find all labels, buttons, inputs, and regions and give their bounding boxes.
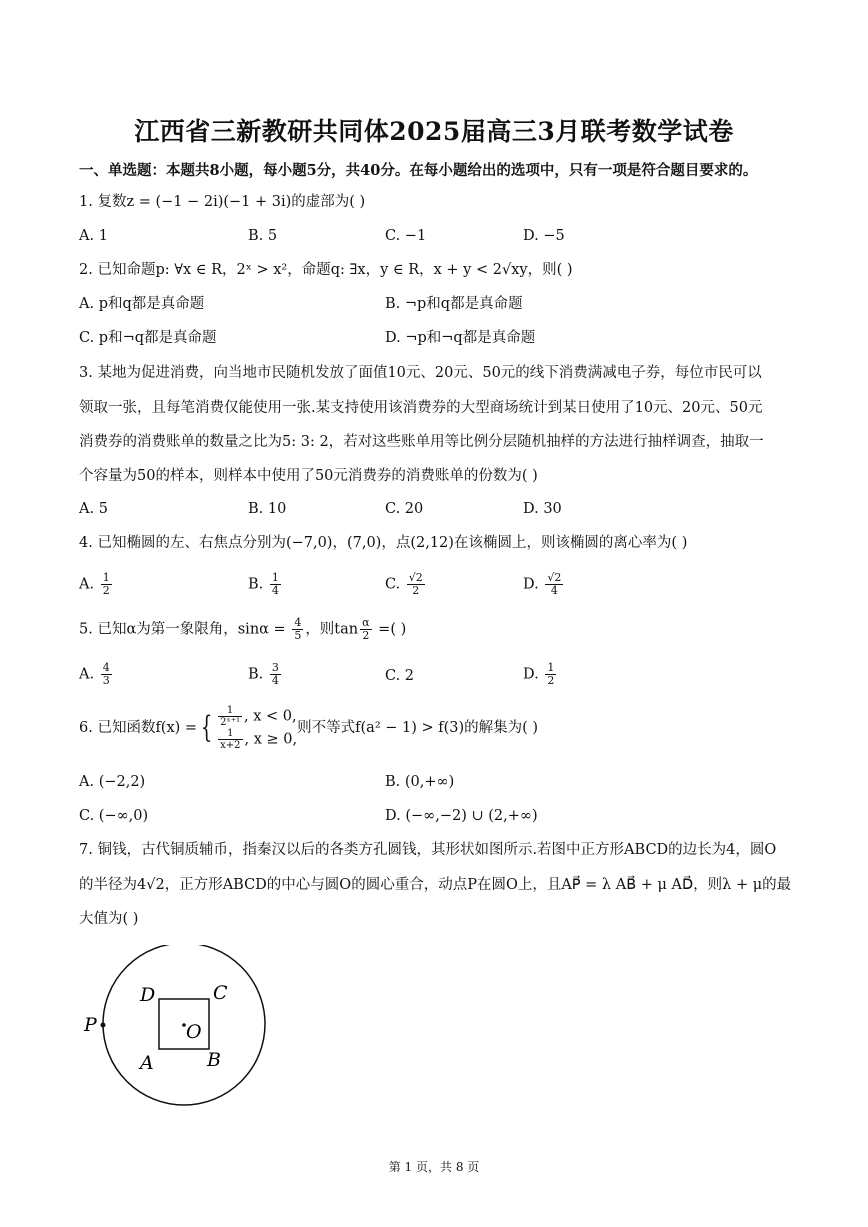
question-7-line-2: 的半径为4√2，正方形ABCD的中心与圆O的圆心重合，动点P在圆O上，且AP⃗ = λ AB⃗ + μ AD⃗，则λ + μ的最 (79, 877, 792, 893)
fraction (270, 662, 281, 687)
numerator: √2 (547, 571, 562, 584)
fraction (101, 662, 112, 687)
q1-option-c: C. −1 (385, 228, 427, 244)
label-b: B (207, 1049, 221, 1071)
q6-prefix: 6. 已知函数f(x) = (79, 720, 198, 736)
exam-title: 江西省三新教研共同体2025届高三3月联考数学试卷 (134, 117, 734, 146)
brace-symbol: { (200, 710, 213, 745)
coin-figure (80, 945, 280, 1115)
q2-option-a: A. p和q都是真命题 (79, 296, 205, 312)
question-5 (79, 617, 406, 642)
numerator: 1 (218, 705, 242, 717)
question-7-line-1: 7. 铜钱，古代铜质辅币，指秦汉以后的各类方孔圆钱，其形状如图所示.若图中正方形ABCD的边长为4，圆O (79, 842, 777, 858)
question-1: 1. 复数z = (−1 − 2i)(−1 + 3i)的虚部为( ) (79, 194, 366, 210)
page-footer: 第 1 页，共 8 页 (388, 1160, 480, 1174)
q3-option-d: D. 30 (523, 501, 562, 517)
label-a: A (140, 1052, 154, 1074)
fraction (407, 572, 425, 597)
option-label: C. (385, 576, 401, 593)
numerator: √2 (408, 571, 423, 584)
option-value: 2 (404, 668, 415, 684)
q3-option-b: B. 10 (248, 501, 287, 517)
option-label: B. (248, 666, 264, 683)
option-label: A. (79, 666, 95, 683)
denominator: 4 (550, 584, 558, 597)
question-3-line-1: 3. 某地为促进消费，向当地市民随机发放了面值10元、20元、50元的线下消费满减电子券，每位市民可以 (79, 365, 762, 381)
q2-option-c: C. p和¬q都是真命题 (79, 330, 217, 346)
q2-option-b: B. ¬p和q都是真命题 (385, 296, 523, 312)
question-7-line-3: 大值为( ) (79, 911, 139, 927)
numerator: 4 (102, 661, 110, 674)
q3-option-a: A. 5 (79, 501, 108, 517)
fraction (545, 572, 563, 597)
case-2 (216, 728, 297, 751)
denominator: 2ˣ⁺¹ (220, 717, 241, 728)
q6-suffix: 则不等式f(a² − 1) > f(3)的解集为( ) (297, 720, 539, 736)
fraction (218, 705, 242, 728)
q6-option-c: C. (−∞,0) (79, 808, 149, 824)
denominator: 5 (294, 629, 302, 642)
q5-option-d (523, 662, 558, 687)
q2-option-d: D. ¬p和¬q都是真命题 (385, 330, 536, 346)
q6-option-a: A. (−2,2) (79, 774, 146, 790)
q6-option-d: D. (−∞,−2) ∪ (2,+∞) (385, 808, 538, 824)
q5-option-b (248, 662, 283, 687)
q1-option-a: A. 1 (79, 228, 108, 244)
denominator: 2 (102, 584, 110, 597)
denominator: x+2 (220, 740, 241, 751)
numerator: α (362, 616, 370, 629)
denominator: 2 (362, 629, 370, 642)
fraction (101, 572, 112, 597)
denominator: 3 (102, 674, 110, 687)
numerator: 1 (218, 728, 242, 740)
numerator: 3 (271, 661, 279, 674)
q6-option-b: B. (0,+∞) (385, 774, 455, 790)
label-o: O (186, 1021, 202, 1043)
q1-option-b: B. 5 (248, 228, 278, 244)
question-6 (79, 705, 538, 751)
question-3-line-4: 个容量为50的样本，则样本中使用了50元消费券的消费账单的份数为( ) (79, 468, 538, 484)
q5-option-c (385, 666, 414, 686)
case-1 (216, 705, 297, 728)
numerator: 4 (294, 616, 302, 629)
q4-option-d (523, 572, 565, 597)
point-p (101, 1023, 106, 1028)
fraction (545, 662, 556, 687)
fraction (218, 728, 242, 751)
denominator: 2 (412, 584, 420, 597)
question-3-line-3: 消费券的消费账单的数量之比为5: 3: 2，若对这些账单用等比例分层随机抽样的方法进行抽样调查，抽取一 (79, 434, 764, 450)
option-label: D. (523, 666, 539, 683)
q4-option-b (248, 572, 283, 597)
section-heading: 一、单选题：本题共8小题，每小题5分，共40分。在每小题给出的选项中，只有一项是符合题目要求的。 (79, 162, 758, 179)
label-c: C (213, 982, 228, 1004)
q5-mid: ，则tan (305, 621, 359, 638)
numerator: 1 (547, 661, 555, 674)
q5-option-a (79, 662, 114, 687)
option-label: D. (523, 576, 539, 593)
denominator: 4 (271, 674, 279, 687)
denominator: 2 (547, 674, 555, 687)
q3-option-c: C. 20 (385, 501, 424, 517)
denominator: 4 (271, 584, 279, 597)
q5-suffix: =( ) (373, 621, 407, 638)
numerator: 1 (102, 571, 110, 584)
option-label: C. (385, 668, 401, 684)
q4-option-a (79, 572, 114, 597)
numerator: 1 (271, 571, 279, 584)
question-3-line-2: 领取一张，且每笔消费仅能使用一张.某支持使用该消费券的大型商场统计到某日使用了10元、20元、50元 (79, 400, 763, 416)
label-d: D (140, 984, 156, 1006)
option-label: B. (248, 576, 264, 593)
label-p: P (84, 1014, 97, 1036)
fraction (270, 572, 281, 597)
question-2: 2. 已知命题p: ∀x ∈ R，2ˣ > x²，命题q: ∃x，y ∈ R，x + y < 2√xy，则( ) (79, 262, 573, 278)
fraction (292, 617, 303, 642)
q4-option-c (385, 572, 427, 597)
option-label: A. (79, 576, 95, 593)
case-condition: , x ≥ 0, (244, 731, 298, 748)
q5-prefix: 5. 已知α为第一象限角，sinα = (79, 621, 291, 638)
q1-option-d: D. −5 (523, 228, 565, 244)
question-4: 4. 已知椭圆的左、右焦点分别为(−7,0)，(7,0)，点(2,12)在该椭圆上，则该椭圆的离心率为( ) (79, 535, 688, 551)
piecewise-cases (216, 705, 297, 751)
case-condition: , x < 0, (244, 708, 297, 725)
fraction (360, 617, 371, 642)
